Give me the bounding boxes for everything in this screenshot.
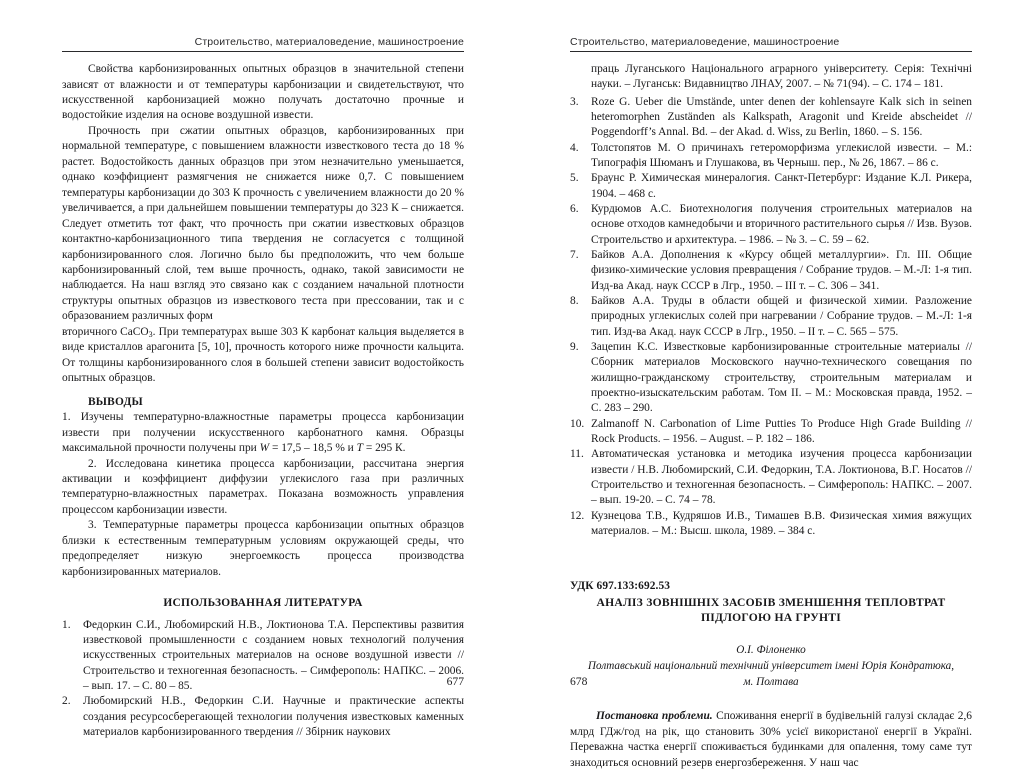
list-item: [62, 618, 464, 695]
paragraph-3-caco3: [62, 325, 464, 387]
reference-text: Толстопятов М. О причинахъ гетероморфизма углекислой извести. – М.: Типографія Шюманъ и Глушакова, въ Черныш. пер., № 26, 1867. – 86 с.: [591, 141, 972, 170]
article-affiliation-line-1: Полтавський національний технічний університет імені Юрія Кондратюка,: [587, 660, 955, 673]
reference-number: 4.: [570, 141, 579, 154]
reference-text: Курдюмов А.С. Биотехнология получения строительных материалов на основе отходов камнедобычи и вторичного растительного сырья // Изв. Вузов. Строительство и архитектура. – 1986. – № 3. – С. 59 – 62.: [591, 203, 972, 246]
list-item: [570, 447, 972, 508]
conclusions-heading: ВЫВОДЫ: [88, 395, 143, 408]
reference-number: 10.: [570, 417, 585, 430]
lead-runin-heading: Постановка проблеми.: [596, 710, 713, 723]
page-left: [0, 0, 512, 738]
reference-number: 8.: [570, 295, 579, 308]
list-item: [570, 294, 972, 340]
reference-number: 6.: [570, 203, 579, 216]
reference-text: Зацепин К.С. Известковые карбонизированные строительные материалы // Сборник материалов Московского научно-технического совещания по жилищно-гражданскому строительству, строительным материалам и проектно-изыскательским работам. Том II. – М.: Московская правда, 1952. – С. 283 – 290.: [591, 341, 972, 415]
page-number-left: 677: [446, 675, 464, 688]
conclusion-1-text-b: = 17,5 – 18,5 % и: [269, 442, 357, 455]
page-right: [512, 0, 1024, 769]
reference-text: Байков А.А. Дополнения к «Курсу общей металлургии». Гл. III. Общие физико-химические условия превращения / Собрание трудов. – М.-Л: 1-я тип. Изд-ва Акад. наук СССР в Лгр., 1950. – III т. – С. 306 – 341.: [591, 249, 972, 292]
right-page-body: [570, 62, 972, 771]
reference-number: 9.: [570, 341, 579, 354]
list-item: [570, 417, 972, 448]
list-item: [570, 248, 972, 294]
list-item: [62, 694, 464, 740]
article-title-line-2: ПІДЛОГОЮ НА ГРУНТІ: [701, 610, 841, 624]
conclusion-1-text-a: 1. Изучены температурно-влажностные параметры процесса карбонизации извести при получении искусственного карбонатного камня. Образцы максимальной прочности получены при: [62, 411, 464, 455]
article-title-line-1: АНАЛІЗ ЗОВНІШНІХ ЗАСОБІВ ЗМЕНШЕННЯ ТЕПЛОВТРАТ: [596, 595, 946, 609]
reference-text: Байков А.А. Труды в области общей и физической химии. Разложение природных углекислых солей при нагревании / Собрание трудов. – М.-Л: 1-я тип. Изд-ва Акад. наук СССР в Лгр., 1950. – II т. – С. 565 – 575.: [591, 295, 972, 338]
reference-text: Федоркин С.И., Любомирский Н.В., Локтионова Т.А. Перспективы развития известковой промышленности с созданием новых технологий получения искусственных строительных материалов на основе воздушной извести // Строительство и техногенная безопасность. – Симферополь: НАПКС. – 2006. – вып. 17. – С. 80 – 85.: [83, 618, 464, 692]
paragraph-1: Свойства карбонизированных опытных образцов в значительной степени зависят от влажности и от температуры карбонизации и свидетельствуют, что искусственной карбонизацией можно получать достаточно прочные и водостойкие изделия на основе воздушной извести.: [62, 63, 464, 122]
lead-body-text: Споживання енергії в будівельній галузі складає 2,6 млрд ГДж/год на рік, що становить 30% усієї використаної енергії в Україні. Переважна частка енергії споживається будинками для опалення, тому саме тут знаходиться основний резерв енергозбереження. У наш час: [570, 710, 972, 769]
reference-continuation: праць Луганського Національного аграрного університету. Серія: Технічні науки. – Луганськ: Видавництво ЛНАУ, 2007. – № 71(94). – С. 174 – 181.: [591, 63, 972, 91]
variable-w: W: [259, 442, 270, 455]
reference-list-left: [62, 618, 464, 741]
caco3-subscript: 3: [148, 329, 153, 339]
reference-text: Любомирский Н.В., Федоркин С.И. Научные и практические аспекты создания ресурсосберегающей технологии получения известковых каменных материалов карбонизированного твердения // Збірник наукових: [83, 695, 464, 738]
list-item: [570, 141, 972, 172]
reference-number: 7.: [570, 249, 579, 262]
conclusion-item-1: [62, 410, 464, 456]
reference-list-right: [570, 95, 972, 540]
caco3-text-before: вторичного CaCO: [62, 325, 149, 338]
running-head-right: Строительство, материаловедение, машиностроение: [570, 36, 972, 52]
variable-t: T: [356, 442, 363, 455]
conclusion-1-text-c: = 295 К.: [362, 442, 406, 455]
reference-number: 1.: [62, 618, 71, 631]
article-author: О.І. Філоненко: [736, 644, 806, 657]
running-head-left: Строительство, материаловедение, машиностроение: [62, 36, 464, 52]
conclusion-item-2: 2. Исследована кинетика процесса карбонизации, рассчитана энергия активации и коэффициент диффузии углекислого газа при различных температурно-влажностных параметрах. Показана возможность управления процессом карбонизации извести.: [62, 457, 464, 516]
list-item: [570, 509, 972, 540]
reference-number: 2.: [62, 695, 71, 708]
list-item: [570, 171, 972, 202]
article-lead-paragraph: [570, 709, 972, 771]
reference-number: 11.: [570, 448, 584, 461]
reference-text: Кузнецова Т.В., Кудряшов И.В., Тимашев В.В. Физическая химия вяжущих материалов. – М.: Высш. школа, 1989. – 384 с.: [591, 509, 972, 537]
paragraph-2: Прочность при сжатии опытных образцов, карбонизированных при нормальной температуре, с повышением влажности известкового теста до 18 % растет. Водостойкость данных образцов при этом незначительно уменьшается, однако коэффициент размягчения не снижается ниже 0,7. С повышением температуры карбонизации до 303 К прочность с увеличением влажности до 20 % увеличивается, а при дальнейшем повышении температуры до 323 К – снижается. Следует отметить тот факт, что прочность при сжатии известковых образцов контактно-карбонизационного типа твердения не согласуется с толщиной карбонизированного слоя. Логично было бы предположить, что чем больше карбонизированный слой, тем выше прочность, однако, такой зависимости не наблюдается. На наш взгляд это связано как с созданием начальной плотности структуры опытных образцов из известкового теста при прессовании, так и с образованием различных форм: [62, 124, 464, 323]
conclusion-item-3: 3. Температурные параметры процесса карбонизации опытных образцов близки к естественным температурным условиям окружающей среды, что предопределяет низкую энергоемкость процесса производства карбонизированных материалов.: [62, 519, 464, 578]
reference-text: Автоматическая установка и методика изучения процесса карбонизации извести / Н.В. Любомирский, С.И. Федоркин, Т.А. Локтионова, В.Г. Носатов // Строительство и техногенная безопасность. – Симферополь: НАПКС. – 2007. – вып. 19-20. – С. 74 – 78.: [591, 448, 972, 507]
reference-number: 5.: [570, 172, 579, 185]
list-item: [570, 202, 972, 248]
left-page-body: [62, 62, 464, 740]
list-item: [570, 340, 972, 417]
reference-text: Браунс Р. Химическая минералогия. Санкт-Петербург: Издание К.Л. Рикера, 1904. – 468 с.: [591, 172, 972, 200]
reference-number: 12.: [570, 509, 585, 522]
list-item: [570, 95, 972, 141]
references-heading: ИСПОЛЬЗОВАННАЯ ЛИТЕРАТУРА: [163, 597, 363, 610]
udc-code: УДК 697.133:692.53: [570, 580, 671, 593]
reference-text: Zalmanoff N. Carbonation of Lime Putties To Produce High Grade Building // Rock Products. – 1956. – August. – P. 182 – 186.: [591, 417, 972, 445]
article-affiliation-line-2: м. Полтава: [743, 675, 799, 688]
page-number-right: 678: [570, 675, 588, 688]
caco3-text-after: . При температурах выше 303 К карбонат кальция выделяется в виде кристаллов арагонита [5, 10], прочность которого ниже прочности кальцита. От толщины карбонизированного слоя в большей степени зависит водостойкость опытных образцов.: [62, 325, 464, 385]
reference-text: Roze G. Ueber die Umstände, unter denen der kohlensayre Kalk sich in seinen heteromorphen Zuständen als Kalkspath, Aragonit und Kreide abscheidet // Poggendorff’s Annal. Bd. – der Akad. d. Wiss, zu Berlin, 1860. – S. 156.: [591, 95, 972, 139]
reference-number: 3.: [570, 95, 579, 108]
